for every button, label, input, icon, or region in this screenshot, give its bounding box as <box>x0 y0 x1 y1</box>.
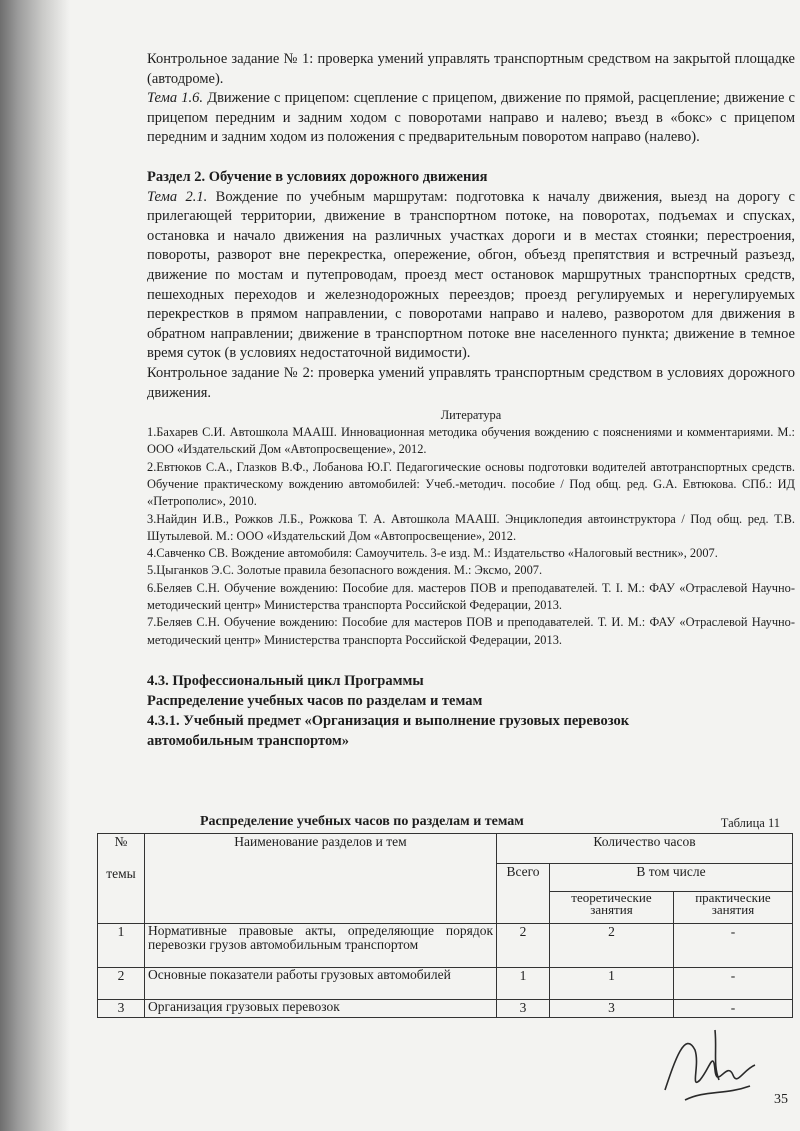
row-theory: 1 <box>550 968 674 1000</box>
table-row <box>98 924 793 968</box>
table-label: Таблица 11 <box>720 816 780 830</box>
header-theory: теоретические занятия <box>550 892 674 924</box>
section-2-heading: Раздел 2. Обучение в условиях дорожного движения <box>147 168 488 185</box>
row-num: 1 <box>98 924 145 968</box>
literature-item: 4.Савченко СВ. Вождение автомобиля: Самоучитель. 3-е изд. М.: Издательство «Налоговый вестник», 2007. <box>147 546 718 561</box>
header-num-label: темы <box>106 866 136 881</box>
topic-1-6-text: Движение с прицепом: сцепление с прицепом, движение по прямой, расцепление; движение с прицепом передним и задним ходом с поворотами направо и налево; въезд в «бокс» с прицепом передним и задним ходом из положения с предварительным поворотом направо (налево). <box>147 90 795 146</box>
literature-item: 7.Беляев С.Н. Обучение вождению: Пособие для мастеров ПОВ и преподавателей. Т. И. М.: ФАУ «Отраслевой Научно-методический центр» Министерства транспорта Российской Федерации, 2013. <box>147 615 795 647</box>
row-total: 1 <box>497 968 550 1000</box>
row-name: Нормативные правовые акты, определяющие порядок перевозки грузов автомобильным транспортом <box>145 924 497 968</box>
scan-shadow <box>0 0 70 1131</box>
literature-title: Литература <box>440 408 502 423</box>
signature <box>655 1020 765 1110</box>
header-total: Всего <box>497 864 550 924</box>
table-row <box>98 1000 793 1018</box>
heading-4-3: 4.3. Профессиональный цикл Программы <box>147 672 424 689</box>
topic-2-1 <box>147 188 795 364</box>
heading-distribution: Распределение учебных часов по разделам и темам <box>147 692 483 709</box>
literature-item: 6.Беляев С.Н. Обучение вождению: Пособие для. мастеров ПОВ и преподавателей. Т. I. М.: ФАУ «Отраслевой Научно-методический центр» Министерства транспорта Российской Федерации, 2013. <box>147 580 795 613</box>
table-row <box>98 968 793 1000</box>
row-total: 3 <box>497 1000 550 1018</box>
table-caption: Распределение учебных часов по разделам и темам <box>200 814 524 829</box>
row-name: Организация грузовых перевозок <box>145 1000 497 1018</box>
document-page <box>147 50 795 751</box>
topic-2-1-text: Вождение по учебным маршрутам: подготовка к началу движения, выезд на дорогу с прилегающей территории, движение в транспортном потоке, на поворотах, подъемах и спусках, остановка и начало движения на различных участках дороги и в местах стоянки; перестроения, повороты, разворот вне перекрестка, опережение, обгон, объезд препятствия и встречный разъезд, движение по мостам и путепроводам, проезд мест остановок маршрутных транспортных средств, пешеходных переходов и железнодорожных переездов; проезд регулируемых и нерегулируемых перекрестков в прямом направлении, с поворотами направо и налево, разворотом для движения в обратном направлении; движение в транспортном потоке вне населенного пункта; движение в темное время суток (в условиях недостаточной видимости). <box>147 188 795 362</box>
header-including: В том числе <box>550 864 793 892</box>
literature-item: 1.Бахарев С.И. Автошкола МААШ. Инновационная методика обучения вождению с пояснениями и комментариями. М.: ООО «Издательский Дом «Автопросвещение», 2012. <box>147 425 795 457</box>
table-caption-row <box>200 814 780 834</box>
topic-2-1-title: Тема 2.1. <box>147 188 208 205</box>
literature-item: 5.Цыганков Э.С. Золотые правила безопасного вождения. М.: Эксмо, 2007. <box>147 563 543 578</box>
header-name: Наименование разделов и тем <box>145 834 497 924</box>
hours-table <box>97 833 793 1018</box>
header-practice: практические занятия <box>673 892 792 924</box>
literature-item: 2.Евтюков С.А., Глазков В.Ф., Лобанова Ю.Г. Педагогические основы подготовки водителей автотранспортных средств. Обучение практическому вождению автомобилей: Учеб.-методич. пособие / Под общ. ред. G.A. Евтюкова. СПб.: ИД «Петрополис», 2010. <box>147 459 795 509</box>
literature-list <box>147 424 795 649</box>
control-task-2: Контрольное задание № 2: проверка умений управлять транспортным средством в условиях дорожного движения. <box>147 364 795 401</box>
literature-item: 3.Найдин И.В., Рожков Л.Б., Рожкова Т. А. Автошкола МААШ. Энциклопедия автоинструктора / Под общ. ред. Т.В. Шутылевой. М.: ООО «Издательский Дом «Автопросвещение», 2012. <box>147 511 795 543</box>
row-theory: 3 <box>550 1000 674 1018</box>
heading-4-3-1: 4.3.1. Учебный предмет «Организация и выполнение грузовых перевозок автомобильным транспортом» <box>147 712 630 749</box>
row-total: 2 <box>497 924 550 968</box>
row-num: 2 <box>98 968 145 1000</box>
row-practice: - <box>673 968 792 1000</box>
page-number: 35 <box>774 1092 788 1107</box>
row-num: 3 <box>98 1000 145 1018</box>
header-num <box>98 834 145 924</box>
header-qty: Количество часов <box>497 834 793 864</box>
header-num-symbol: № <box>114 834 128 849</box>
topic-1-6 <box>147 89 795 148</box>
control-task-1: Контрольное задание № 1: проверка умений управлять транспортным средством на закрытой площадке (автодроме). <box>147 51 795 87</box>
row-practice: - <box>673 924 792 968</box>
row-name: Основные показатели работы грузовых автомобилей <box>145 968 497 1000</box>
row-theory: 2 <box>550 924 674 968</box>
topic-1-6-title: Тема 1.6. <box>147 90 204 107</box>
row-practice: - <box>673 1000 792 1018</box>
